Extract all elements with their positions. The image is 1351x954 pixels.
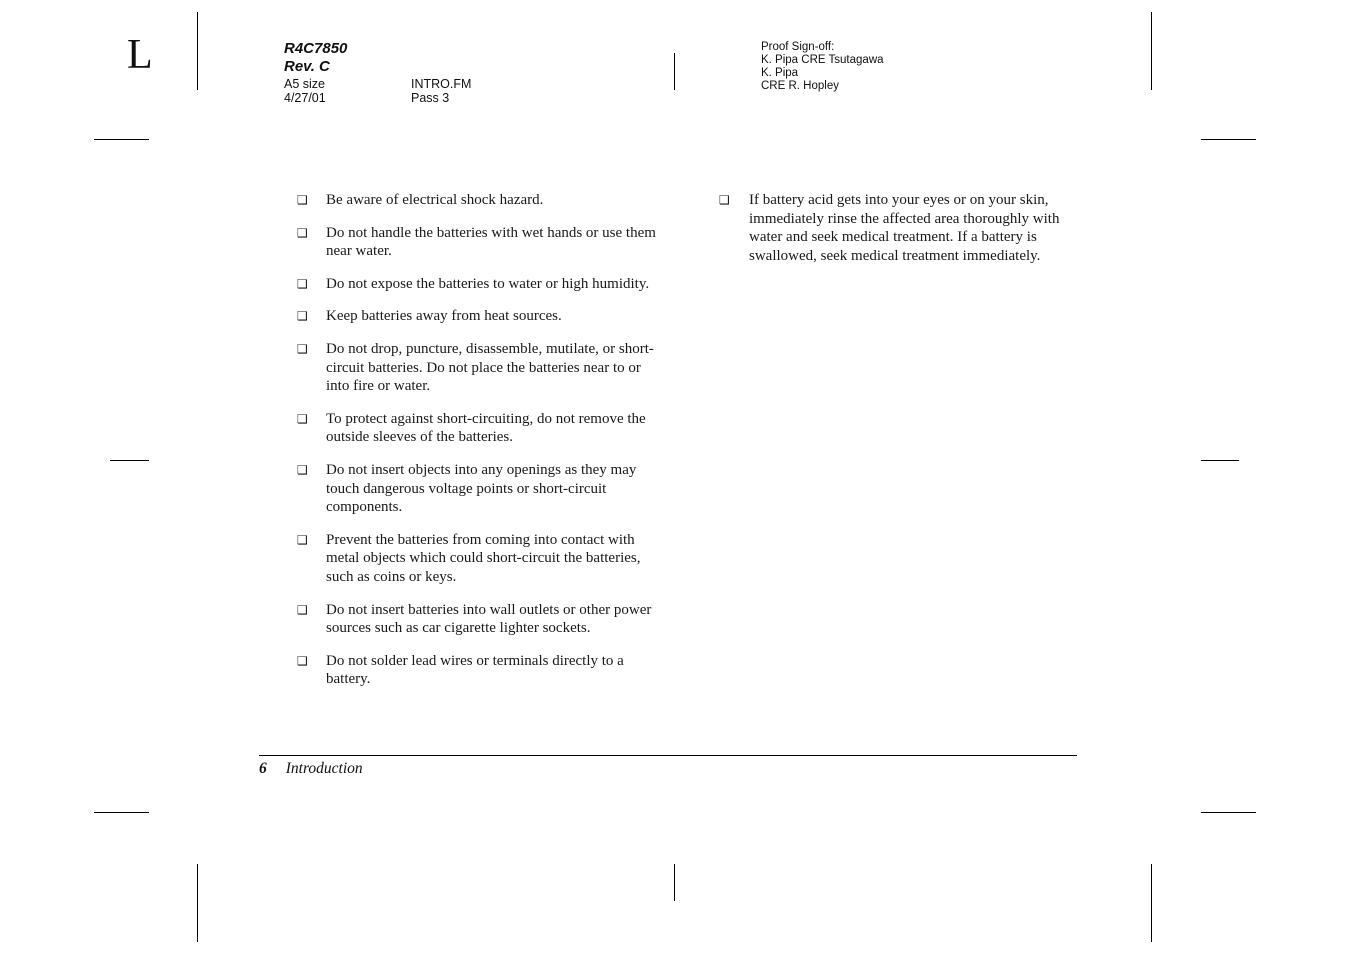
crop-mark-left-bottom — [94, 812, 149, 813]
list-item — [285, 224, 657, 261]
page-footer — [259, 759, 363, 779]
list-item — [285, 461, 657, 517]
doc-code: R4C7850 — [284, 40, 348, 57]
crop-mark-bottom-left — [197, 864, 198, 942]
revision: Rev. C — [284, 58, 330, 75]
list-item — [285, 191, 657, 210]
checkbox-bullet-icon: ❑ — [297, 276, 308, 291]
list-item-text: Do not insert batteries into wall outlets or other power sources such as car cigarette lighter sockets. — [326, 601, 652, 637]
list-item — [285, 340, 657, 396]
crop-mark-bottom-right — [1151, 864, 1152, 942]
crop-mark-right-bottom — [1201, 812, 1256, 813]
crop-mark-right-middle — [1201, 460, 1239, 461]
crop-mark-top-right — [1151, 12, 1152, 90]
paper-size: A5 size — [284, 77, 325, 91]
page-number: 6 — [259, 760, 267, 777]
right-column — [719, 191, 1079, 279]
list-item — [285, 307, 657, 326]
list-item — [285, 531, 657, 587]
list-item-text: Prevent the batteries from coming into contact with metal objects which could short-circuit the batteries, such as coins or keys. — [326, 531, 641, 585]
signoff-line-2: K. Pipa — [761, 67, 799, 79]
list-item-text: Do not handle the batteries with wet hands or use them near water. — [326, 224, 656, 260]
checkbox-bullet-icon: ❑ — [297, 462, 308, 477]
list-item-text: If battery acid gets into your eyes or on your skin, immediately rinse the affected area thoroughly with water and seek medical treatment. If a battery is swallowed, seek medical treatment immediately. — [749, 192, 1060, 264]
proof-signoff — [761, 41, 884, 93]
crop-mark-top-center — [674, 53, 675, 90]
list-item — [285, 652, 657, 689]
section-title: Introduction — [285, 760, 363, 777]
list-item-text: Do not expose the batteries to water or high humidity. — [326, 275, 650, 292]
crop-mark-right-top — [1201, 139, 1256, 140]
list-item — [285, 601, 657, 638]
print-date: 4/27/01 — [284, 91, 326, 105]
left-column — [285, 191, 657, 703]
checkbox-bullet-icon: ❑ — [719, 193, 730, 207]
file-name: INTRO.FM — [411, 77, 472, 91]
pass-number: Pass 3 — [411, 91, 450, 105]
crop-mark-left-top — [94, 139, 149, 140]
crop-mark-left-middle — [110, 460, 149, 461]
checkbox-bullet-icon: ❑ — [297, 602, 308, 617]
list-item-text: To protect against short-circuiting, do not remove the outside sleeves of the batteries. — [326, 410, 646, 446]
corner-page-letter: L — [127, 32, 153, 78]
list-item-text: Be aware of electrical shock hazard. — [326, 192, 544, 208]
crop-mark-bottom-center — [674, 864, 675, 901]
checkbox-bullet-icon: ❑ — [297, 225, 308, 240]
list-item-text: Keep batteries away from heat sources. — [326, 308, 562, 325]
crop-mark-top-left — [197, 12, 198, 90]
list-item-text: Do not solder lead wires or terminals directly to a battery. — [326, 652, 624, 688]
checkbox-bullet-icon: ❑ — [297, 532, 308, 547]
list-item-text: Do not drop, puncture, disassemble, mutilate, or short-circuit batteries. Do not place the batteries near to or into fire or water. — [326, 340, 654, 395]
footer-rule — [259, 755, 1077, 756]
list-item — [719, 191, 1079, 265]
checkbox-bullet-icon: ❑ — [297, 309, 308, 324]
checkbox-bullet-icon: ❑ — [297, 193, 308, 207]
checkbox-bullet-icon: ❑ — [297, 341, 308, 356]
checkbox-bullet-icon: ❑ — [297, 411, 308, 426]
signoff-line-1: K. Pipa CRE Tsutagawa — [761, 54, 884, 66]
checkbox-bullet-icon: ❑ — [297, 653, 308, 668]
signoff-title: Proof Sign-off: — [761, 41, 835, 53]
list-item — [285, 410, 657, 447]
list-item — [285, 275, 657, 294]
signoff-line-3: CRE R. Hopley — [761, 80, 839, 92]
list-item-text: Do not insert objects into any openings as they may touch dangerous voltage points or short-circuit components. — [326, 461, 637, 516]
